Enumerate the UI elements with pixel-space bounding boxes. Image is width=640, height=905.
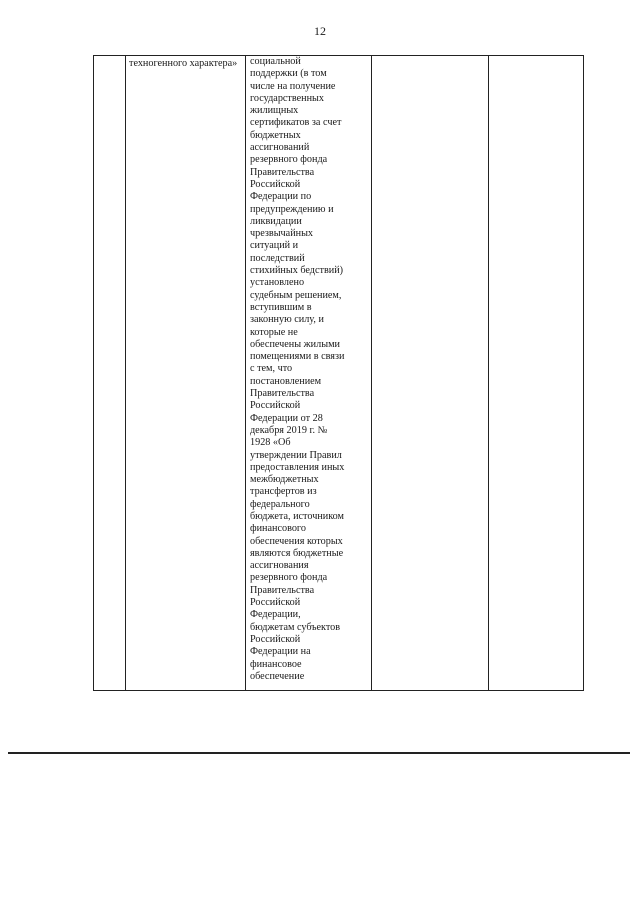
cell-col3-line: стихийных бедствий) xyxy=(250,265,344,277)
cell-col3-line: Российской xyxy=(250,400,301,412)
cell-col3-line: предоставления иных xyxy=(250,461,345,473)
cell-col3-line: обеспечение xyxy=(250,670,305,682)
cell-col3-line: Российской xyxy=(250,597,301,609)
cell-col3-line: Федерации, xyxy=(250,609,301,621)
cell-col3-line: которые не xyxy=(250,326,298,338)
cell-col3-line: Российской xyxy=(250,178,301,190)
cell-col3-line: бюджетных xyxy=(250,129,301,141)
document-table xyxy=(93,55,584,691)
cell-col3-line: 1928 «Об xyxy=(250,437,291,449)
cell-col3-line: Федерации по xyxy=(250,191,312,203)
cell-col3-line: Правительства xyxy=(250,584,315,596)
cell-col3-line: резервного фонда xyxy=(250,154,328,166)
cell-col3-line: ассигнования xyxy=(250,560,309,572)
cell-col3-line: обеспечены жилыми xyxy=(250,338,340,350)
cell-col3-line: ассигнований xyxy=(250,142,310,154)
cell-col3-line: числе на получение xyxy=(250,80,336,92)
cell-col3-line: декабря 2019 г. № xyxy=(250,424,328,436)
cell-col3-line: являются бюджетные xyxy=(250,547,344,559)
cell-col3-line: ситуаций и xyxy=(250,240,299,252)
cell-col3-line: установлено xyxy=(250,277,305,289)
cell-col3-line: государственных xyxy=(250,92,324,104)
cell-col3-line: ликвидации xyxy=(250,215,302,227)
cell-col3-line: межбюджетных xyxy=(250,474,319,486)
cell-col3-line: жилищных xyxy=(250,105,299,117)
cell-col3-line: обеспечения которых xyxy=(250,535,343,547)
cell-col2-text: техногенного характера» xyxy=(129,58,238,69)
cell-col3-line: с тем, что xyxy=(250,363,293,375)
cell-col3-text xyxy=(246,56,371,683)
cell-col3-line: законную силу, и xyxy=(250,314,324,326)
cell-col3-line: Федерации на xyxy=(250,646,311,658)
cell-col3-line: Правительства xyxy=(250,166,315,178)
cell-col3-line: сертификатов за счет xyxy=(250,117,342,129)
cell-col3-line: судебным решением, xyxy=(250,289,342,301)
cell-col3-line: постановлением xyxy=(250,375,322,387)
cell-col3-line: предупреждению и xyxy=(250,203,334,215)
cell-col3 xyxy=(246,56,372,691)
footer-rule xyxy=(8,752,630,754)
cell-col3-line: финансовое xyxy=(250,658,302,670)
cell-col3-line: трансфертов из xyxy=(250,486,317,498)
cell-col3-line: бюджетам субъектов xyxy=(250,621,341,633)
cell-col3-line: Федерации от 28 xyxy=(250,412,323,424)
cell-col2 xyxy=(126,56,246,691)
cell-col3-line: Российской xyxy=(250,633,301,645)
cell-col3-line: последствий xyxy=(250,252,305,264)
cell-col3-line: чрезвычайных xyxy=(250,228,314,240)
cell-col4 xyxy=(372,56,489,691)
cell-col3-line: Правительства xyxy=(250,388,315,400)
cell-col3-line: финансового xyxy=(250,523,306,535)
table-row xyxy=(94,56,584,691)
cell-col3-line: утверждении Правил xyxy=(250,449,342,461)
cell-col3-line: социальной xyxy=(250,56,301,67)
cell-col3-line: помещениями в связи xyxy=(250,351,345,363)
cell-col3-line: федерального xyxy=(250,498,310,510)
page-number: 12 xyxy=(314,24,326,38)
cell-col3-line: бюджета, источником xyxy=(250,510,345,522)
cell-col3-line: резервного фонда xyxy=(250,572,328,584)
cell-col3-line: поддержки (в том xyxy=(250,68,327,80)
cell-col5 xyxy=(489,56,584,691)
cell-col3-line: вступившим в xyxy=(250,301,312,313)
cell-col1 xyxy=(94,56,126,691)
